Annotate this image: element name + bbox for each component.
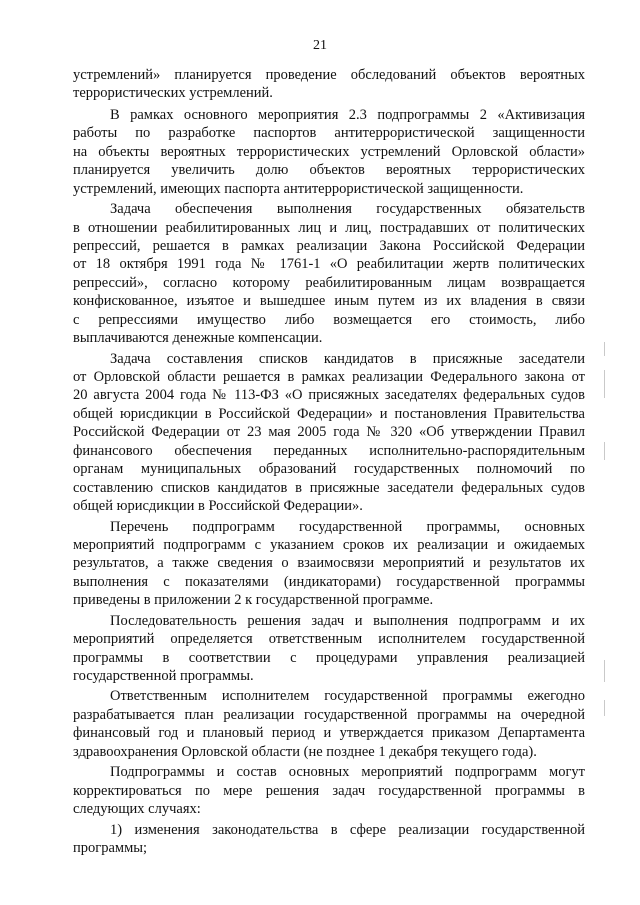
- paragraph: [73, 612, 585, 686]
- text-line: В рамках основного мероприятия 2.3 подпрограммы 2 «Активизация: [110, 106, 585, 123]
- text-line: выполнения с показателями (индикаторами) государственной программы: [73, 573, 585, 590]
- scan-mark: [604, 700, 605, 716]
- scan-mark: [604, 442, 605, 460]
- text-line: финансовый год и плановый период и утверждается приказом Департамента: [73, 725, 585, 742]
- paragraph: [73, 687, 585, 761]
- text-line: Задача составления списков кандидатов в присяжные заседатели: [110, 350, 585, 367]
- paragraph: [73, 763, 585, 818]
- text-line: программы в соответствии с процедурами управления реализацией: [73, 649, 585, 666]
- text-line: финансового обеспечения переданных исполнительно-распорядительным: [73, 442, 585, 459]
- text-line: устремлений» планируется проведение обследований объектов вероятных: [73, 67, 585, 83]
- text-line: Последовательность решения задач и выполнения подпрограмм и их: [110, 612, 585, 629]
- paragraph: [73, 821, 585, 858]
- paragraph: [73, 106, 585, 198]
- scan-mark: [604, 342, 605, 356]
- text-line: работы по разработке паспортов антитеррористической защищенности: [73, 125, 585, 142]
- text-line: на объекты вероятных террористических устремлений Орловской области»: [73, 143, 585, 160]
- text-line: приведены в приложении 2 к государственной программе.: [73, 592, 434, 609]
- text-line: результатов, а также сведения о взаимосвязи мероприятий и результатов их: [73, 555, 585, 572]
- scan-mark: [604, 370, 605, 398]
- text-line: с репрессиями имущество либо возмещается его стоимость, либо: [73, 311, 585, 328]
- text-line: выплачиваются денежные компенсации.: [73, 330, 323, 347]
- text-line: Задача обеспечения выполнения государственных обязательств: [110, 201, 585, 218]
- text-line: Перечень подпрограмм государственной программы, основных: [110, 518, 585, 535]
- text-line: составлению списков кандидатов в присяжные заседатели федеральных судов: [73, 479, 585, 496]
- page-number: 21: [313, 38, 327, 53]
- text-line: следующих случаях:: [73, 801, 201, 818]
- paragraph: [73, 350, 585, 516]
- paragraph: [73, 200, 585, 348]
- text-line: от Орловской области решается в рамках реализации Федерального закона от: [73, 369, 585, 385]
- text-line: Подпрограммы и состав основных мероприятий подпрограмм могут: [110, 764, 585, 781]
- paragraph: [73, 518, 585, 610]
- scan-mark: [604, 660, 605, 682]
- text-line: мероприятий подпрограмм с указанием сроков их реализации и ожидаемых: [73, 536, 585, 553]
- text-line: Российской Федерации от 23 мая 2005 года № 320 «Об утверждении Правил: [73, 424, 585, 441]
- text-line: Ответственным исполнителем государственной программы ежегодно: [110, 688, 585, 705]
- text-line: 20 августа 2004 года № 113-ФЗ «О присяжных заседателях федеральных судов: [73, 387, 585, 404]
- body-text: [73, 66, 585, 859]
- paragraph: [73, 66, 585, 103]
- text-line: корректироваться по мере решения задач государственной программы в: [73, 782, 585, 799]
- text-line: здравоохранения Орловской области (не позднее 1 декабря текущего года).: [73, 743, 537, 760]
- text-line: репрессий», согласно которому реабилитированным лицам возвращается: [73, 274, 585, 291]
- text-line: террористических устремлений.: [73, 85, 273, 102]
- text-line: общей юрисдикции в Российской Федерации».: [73, 498, 363, 515]
- text-line: устремлений, имеющих паспорта антитеррористической защищенности.: [73, 180, 524, 197]
- text-line: разрабатывается план реализации государственной программы на очередной: [73, 706, 585, 723]
- text-line: от 18 октября 1991 года № 1761-1 «О реабилитации жертв политических: [73, 256, 585, 273]
- text-line: мероприятий определяется ответственным исполнителем государственной: [73, 631, 585, 648]
- text-line: общей юрисдикции в Российской Федерации» и постановления Правительства: [73, 405, 585, 422]
- text-line: государственной программы.: [73, 668, 254, 684]
- text-line: в отношении реабилитированных лиц и лиц, пострадавших от политических: [73, 219, 585, 236]
- text-line: планируется увеличить долю объектов вероятных террористических: [73, 162, 585, 179]
- text-line: программы;: [73, 839, 148, 856]
- text-line: органам муниципальных образований государственных полномочий по: [73, 461, 585, 478]
- text-line: конфискованное, изъятое и вышедшее иным путем из их владения в связи: [73, 293, 585, 310]
- text-line: 1) изменения законодательства в сфере реализации государственной: [110, 821, 585, 838]
- text-line: репрессий, решается в рамках реализации Закона Российской Федерации: [73, 237, 585, 254]
